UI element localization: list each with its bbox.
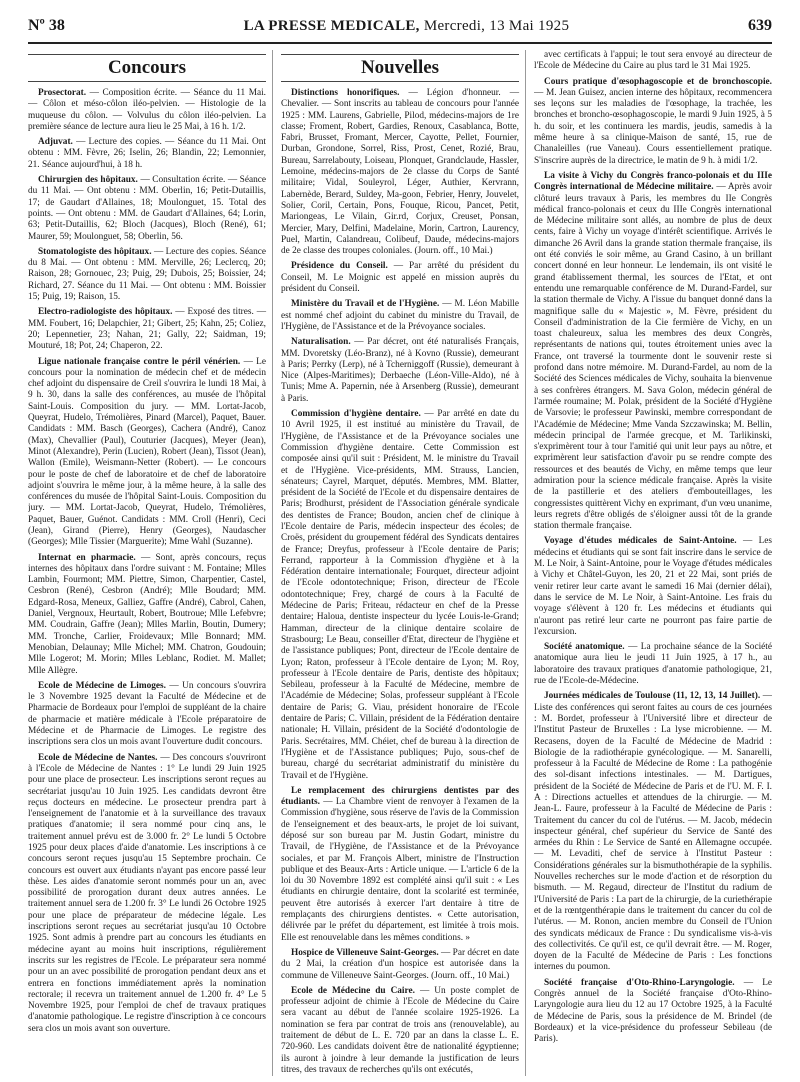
article-item — [281, 786, 519, 944]
article-item — [28, 357, 266, 549]
article-item — [28, 553, 266, 677]
article-item — [28, 307, 266, 352]
article-title: Ecole de Médecine du Caire. — [291, 985, 415, 996]
article-title: Ecole de Médecine de Nantes. — [38, 752, 158, 763]
article-title: Hospice de Villeneuve Saint-Georges. — [291, 947, 439, 958]
page-number: 639 — [747, 17, 772, 34]
article-item — [534, 171, 772, 533]
article-item — [28, 88, 266, 133]
article-body: — M. Jean Guisez, ancien interne des hôpitaux, recommencera ses leçons sur les maladies de l'œsophage, la trachée, les bronches et broncho-œsophagoscopie, le mardi 9 Juin 1925, à 5 h. du soir, et les continuera les mardis, jeudis, samedis à la même heure à sa clinique-Maison de santé, 15, rue de Chanaleilles (rue Vaneau). Cours essentiellement pratique. S'inscrire auprès de la directrice, le matin de 9 h. à midi 1/2. — [534, 87, 772, 166]
concours-heading: Concours — [28, 54, 266, 82]
masthead — [244, 18, 570, 35]
article-body: — Le Congrès annuel de la Société française d'Oto-Rhino-Laryngologie aura lieu du 12 au 17 Octobre 1925, à la Faculté de Médecine de Paris, sous la présidence de M. Brindel (de Bordeaux) et la vice-présidence du professeur Sebileau (de Paris). — [534, 977, 772, 1045]
nouvelles-heading: Nouvelles — [281, 54, 519, 82]
article-item — [28, 753, 266, 1035]
article-title: Chirurgien des hôpitaux. — [38, 175, 138, 186]
article-body: — Par arrêté du président du Conseil, M. Le Moignic est appelé en mission auprès du président du Conseil. — [281, 261, 519, 295]
article-title: Prosectorat. — [38, 88, 87, 98]
article-body: — Après avoir clôturé leurs travaux à Paris, les membres du IIe Congrès médical franco-polonais et ceux du IIIe Congrès international de Médecine militaire sont allés, au nombre de plus de deux cents, faire à Vichy un voyage d'intérêt scientifique. Arrivés le dimanche 26 Avril dans la grande station thermale française, ils ont été conviés le soir même, au Grand Casino, à un brillant concert donné en leur honneur. Le lendemain, ils ont visité le grand établissement thermal, les sources de l'Etat, et ont entendu une remarquable conférence de M. Durand-Fardel, sur la station thermale de Vichy. A l'issue du banquet donné dans la magnifique salle du « Majestic », M. Fèvre, président du Conseil d'administration de la Cie fermière de Vichy, en un toast chaleureux, salua les membres des deux Congrès, représentants de nations qui, toutes étroitement unies avec la France, ont traversé la tourmente dont le souvenir reste si profond dans notre mémoire. M. Durand-Fardel, au nom de la Société des Sciences médicales de Vichy, souhaita la bienvenue à ses confrères étrangers. M. Sava Golon, médecin général de l'armée roumaine; M. Polak, président de la Société d'Hygiène de Varsovie; le professeur Pawinski, membre correspondant de l'Académie de Médecine; Mme Vanda Szczawinska; M. Bellin, médecin principal de l'armée grecque, et M. Tarlikinski, s'exprimèrent tour à tour l'amitié qui unit leur pays au nôtre, et exprimèrent leur satisfaction d'avoir pu se rendre compte des ressources et des beautés de Vichy, en même temps que leur admiration pour la science médicale française. Après la visite de la pastillerie et des ateliers d'embouteillages, les congressistes quittèrent Vichy en exprimant, d'un vœu unanime, leurs regrets d'être obligés de s'éloigner aussi tôt de la grande station thermale française. — [534, 182, 772, 532]
article-item — [281, 986, 519, 1076]
article-item — [534, 50, 772, 73]
article-item — [28, 175, 266, 243]
article-item — [28, 247, 266, 303]
article-body: — La prochaine séance de la Société anatomique aura lieu le jeudi 11 Juin 1925, à 17 h., au laboratoire des travaux pratiques d'anatomie pathologique, 21, rue de l'Ecole-de-Médecine. — [534, 642, 772, 687]
article-body: — Composition écrite. — Séance du 11 Mai. — Côlon et méso-côlon iléo-pelvien. — Histologie de la muqueuse du côlon. — Volvulus du côlon iléo-pelvien. La première séance de lecture aura lieu le 25 Mai, à 16 h. 1/2. — [28, 88, 267, 132]
article-title: Cours pratique d'œsophagoscopie et de bronchoscopie. — [544, 76, 772, 87]
article-title: Internat en pharmacie. — [38, 552, 136, 563]
article-body: — Consultation écrite. — Séance du 11 Mai. — Ont obtenu : MM. Oberlin, 16; Petit-Dutaillis, 17; de Gaudart d'Allaines, 18; Moulonguet, 15. Total des points. — Ont obtenu : MM. de Gaudart d'Allaines, 64; Lorin, 63; Petit-Dutaillis, 62; Bloch (Jacques), Bloch (René), 61; Maurer, 59; Moulonguet, 58; Oberlin, 56. — [28, 175, 267, 242]
article-title: Electro-radiologiste des hôpitaux. — [38, 307, 173, 318]
column-nouvelles — [281, 50, 526, 1076]
article-title: Ligue nationale française contre le péril vénérien. — [38, 356, 241, 367]
article-title: Journées médicales de Toulouse (11, 12, 13, 14 Juillet). — [544, 691, 761, 702]
column-concours — [28, 50, 273, 1076]
issue-number: Nº 38 — [28, 17, 65, 34]
article-item — [281, 261, 519, 295]
article-body: — Lecture des copies. — Séance du 11 Mai. Ont obtenu : MM. Fèvre, 26; Iselin, 26; Blandin, 22; Lemonnier, 21. Séance aujourd'hui, à 18 h. — [28, 137, 266, 170]
article-body: — Un poste complet de professeur adjoint de chimie à l'Ecole de Médecine du Caire sera vacant au début de l'année scolaire 1925-1926. La nomination se fera par contrat de trois ans (renouvelable), au traitement de début de L. E. 720 par an dans la classe L. E. 720-960. Les candidats doivent être de nationalité égyptienne; ils auront à joindre à leur demande la justification de leurs titres, des travaux de recherches qu'ils ont exécutés, — [281, 985, 519, 1075]
article-title: La visite à Vichy du Congrès franco-polonais et du IIIe Congrès international de Médecine militaire. — [534, 170, 772, 193]
article-body: — M. Léon Mabille est nommé chef adjoint du cabinet du ministre du Travail, de l'Hygiène, de l'Assistance et de la Prévoyance sociales. — [281, 299, 519, 332]
article-item — [534, 642, 772, 687]
article-body: — Les médecins et étudiants qui se sont fait inscrire dans le service de M. Le Noir, à Saint-Antoine, pour le Voyage d'études médicales à Vichy et Châtel-Guyon, les 20, 21 et 22 Mai, sont priés de venir retirer leur carte avant le samedi 16 Mai (dernier délai), dans le service de M. Le Noir, à Saint-Antoine. Les frais du voyage s'élèvent à 120 fr. Les médecins et étudiants qui n'auront pas retiré leur carte ne pourront pas faire partie de l'excursion. — [534, 536, 772, 637]
article-item — [281, 409, 519, 782]
article-title: Naturalisation. — [291, 337, 351, 348]
article-body: — Par décret, ont été naturalisés Français, MM. Dvoretsky (Léo-Branz), né à Kovno (Russie), demeurant à Paris; Perrky (Lerp), né à Tcherniggoff (Russie), demeurant à Nice (Alpes-Maritimes); Derbaeche (Léon-Ville-Aldo), né à Tunis; Mme A. Papernin, née à Arsenberg (Russie), demeurant à Paris. — [281, 337, 519, 404]
article-body: avec certificats à l'appui; le tout sera envoyé au directeur de l'Ecole de Médecine du Caire au plus tard le 31 Mai 1925. — [534, 50, 772, 72]
paper-title: LA PRESSE MEDICALE, — [243, 17, 420, 34]
article-title: Société anatomique. — [544, 642, 625, 653]
article-item — [281, 88, 519, 257]
publication-date: Mercredi, 13 Mai 1925 — [423, 17, 570, 34]
article-body: — Sont, après concours, reçus internes des hôpitaux dans l'ordre suivant : M. Fontaine; Mlles Lambin, Fourmont; MM. Piettre, Simon, Charpentier, Castel, Cesbron (René), Cesbron (André); Mlle Boudard; MM. Edgard-Rosa, Meneux, Galliez, Gaffre (André), Cabrol, Cahen, Daniel, Vergnoux, Heurtault, Robert, Boutroue; Mlle Lefebvre; MM. Coudrain, Gaffre (Jean); Mlles Marlin, Boutin, Dumery; MM. Tronche, Carlier, Froidevaux; Mlle Bonnard; MM. Menobian, Delaunay; Mlle Michel; MM. Chatron, Goudouin; Mlle Logerot; M. Morin; Mlles Leblanc, Rodiet. M. Mallet; Mlle Allègre. — [28, 552, 266, 676]
article-item — [28, 681, 266, 749]
nouvelles-list — [281, 88, 519, 1076]
article-body: — Le concours pour la nomination de médecin chef et de médecin chef adjoint du dispensaire de Creil s'ouvrira le lundi 18 Mai, à 9 h. 30, dans la salle des conférences, au musée de l'hôpital Saint-Louis. Composition du jury. — MM. Lortat-Jacob, Queyrat, Hudelo, Trémolières, Pinard (Marcel), Paquet, Bauer. Candidats : MM. Basch (Georges), Cachera (André), Canoz (Max), Chevallier (Paul), Couturier (Jacques), Meyer (Jean), Minot (Alexandre), Perin (Lucien), Robert (Jean), Tissot (Jean), Wallon (Emile), Weismann-Netter (Robert). — Le concours pour le poste de chef de laboratoire et de chef de laboratoire adjoint s'ouvrira le même jour, à la même heure, à la salle des conférences du musée de l'hôpital Saint-Louis. Composition du jury. — MM. Lortat-Jacob, Queyrat, Hudelo, Trémolières, Paquet, Bauer, Guénot. Candidats : MM. Croll (Henri), Ceci (Jean), Girand (Pierre), Henry (Georges), Naudascher (Georges); Mlle Tissier (Marguerite); Mme Wahl (Suzanne). — [28, 356, 266, 548]
article-item — [281, 948, 519, 982]
page-header — [28, 10, 772, 44]
article-body: — Par décret en date du 2 Mai, la création d'un hospice est autorisée dans la commune de Villeneuve Saint-Georges. (Journ. off., 10 Mai.) — [281, 947, 519, 981]
article-item — [281, 337, 519, 405]
article-item — [534, 691, 772, 973]
concours-list — [28, 88, 266, 1035]
article-title: Distinctions honorifiques. — [291, 88, 400, 98]
article-title: Ministère du Travail et de l'Hygiène. — [291, 299, 440, 310]
article-body: — Par arrêté en date du 10 Avril 1925, il est institué au ministère du Travail, de l'Hygiène, de l'Assistance et de la Prévoyance sociales une Commission d'hygiène dentaire. Cette Commission est composée ainsi qu'il suit : Président, M. le ministre du Travail et de l'Hygiène. Vice-présidents, MM. Strauss, Lancien, sénateurs; Cayrel, Marquet, députés. Membres, MM. Blatter, président de la Société de l'Ecole et du dispensaire dentaires de Paris; Brodhurst, président de l'Association générale syndicale des dentistes de France; Boudon, ancien chef de clinique à l'Ecole dentaire de Paris, médecin inspecteur des écoles; de Croës, président du groupement fédéral des Syndicats dentaires de France; Dreyfus, professeur à l'Ecole dentaire de Paris; Ferrand, rapporteur à la Commission d'hygiène et à la Fédération dentaire internationale; Fourquet, directeur adjoint de l'Ecole odontotechnique; Frison, directeur de l'Ecole odontotechnique; Frey, chargé de cours à la Faculté de Médecine de Paris; Friteau, rédacteur en chef de la Presse dentaire; Haloua, dentiste inspecteur du lycée Louis-le-Grand; Hamman, directeur de la clinique dentaire scolaire de Strasbourg; Le Beau, conseiller d'Etat, directeur de l'hygiène et de l'assistance publiques; Pont, directeur de l'Ecole dentaire de Lyon; Raton, professeur à l'Ecole dentaire de Lyon; M. Roy, professeur à l'Ecole dentaire de Paris, dentiste des hôpitaux; Sebileau, professeur à la Faculté de Médecine, membre de l'Académie de Médecine; Solas, professeur suppléant à l'Ecole dentaire de Paris; G. Viau, président honoraire de l'Ecole dentaire de Paris; C. Villain, président de la Fédération dentaire nationale; H. Villain, président de la Société d'odontologie de Paris. Secrétaires, MM. Chéiet, chef de bureau à la direction de l'Hygiène et de l'Assistance publiques; Pujo, sous-chef de bureau, chargé du secrétariat administratif du ministère du Travail et de l'Hygiène. — [281, 409, 519, 781]
article-title: Ecole de Médecine de Limoges. — [38, 680, 166, 691]
article-title: Voyage d'études médicales de Saint-Antoine. — [544, 536, 737, 547]
article-item — [534, 77, 772, 167]
article-item — [281, 299, 519, 333]
column-three — [534, 50, 772, 1076]
article-title: Présidence du Conseil. — [291, 261, 388, 272]
article-title: Stomatologiste des hôpitaux. — [38, 246, 152, 257]
columns — [28, 50, 772, 1076]
article-item — [534, 978, 772, 1046]
article-title: Commission d'hygiène dentaire. — [291, 409, 421, 420]
article-body: — Lecture des copies. Séance du 8 Mai. — Ont obtenu : MM. Merville, 26; Leclercq, 20; Raison, 28; Gornouec, 23; Puig, 29; Dubois, 25; Boissier, 24; Richard, 27. Séance du 11 Mai. — Ont obtenu : MM. Boissier 15; Puig, 19; Raison, 15. — [28, 246, 266, 303]
article-body: — Légion d'honneur. — Chevalier. — Sont inscrits au tableau de concours pour l'année 1925 : MM. Laurens, Gabrielle, Pilod, médecins-majors de 1re classe; Froment, Robert, Gardies, Renoux, Casablanca, Botte, Fabri, Brusset, Fromant, Mercer, Cayotte, Pellet, Fournier, Durban, Grondone, Sorrel, Riss, Prost, Cenet, Rozié, Brau, Bureau, Sarrelabouty, Loiseau, Plonquet, Grandclaude, Hassler, Lemoine, médecins-majors de 2e classe du Corps de Santé militaire; Vidal, Souleyrol, Léger, Authier, Kervrann, Labernède, Berard, Suldey, Ma-goon, Febrier, Henry, Jouvelet, Solier, Coril, Certain, Pons, Fouque, Ricou, Pancet, Petit, Mariongeas, Le Vilain, Gir.rd, Corjux, Creuset, Ponsan, Mercier, Mary, Delfini, Madelaine, Morin, Cartron, Laurency, Puel, Martin, Calandreau, Colibeuf, Daude, médecins-majors de 2e classe des troupes coloniales. (Journ. off., 10 Mai.) — [281, 88, 520, 257]
article-item — [534, 536, 772, 638]
article-item — [28, 137, 266, 171]
article-title: Le remplacement des chirurgiens dentistes par des étudiants. — [281, 785, 519, 808]
col3-list — [534, 50, 772, 1046]
article-body: — Liste des conférences qui seront faites au cours de ces journées : M. Bordet, professeur à l'Université libre et directeur de l'Institut Pasteur de Bruxelles : La lyse microbienne. — M. Recasens, doyen de la Faculté de Médecine de Madrid : Biologie de la radiothérapie gynécologique. — M. Sanarelli, professeur à la Faculté de Médecine de Rome : La pathogénie des sol-disant infections intestinales. — M. Dartigues, président de la Société de Médecine de Paris et de l'U. M. F. I. A : Directions actuelles et attendues de la chirurgie. — M. Jean-L. Faure, professeur à la Faculté de Médecine de Paris : Traitement du cancer du col de l'utérus. — M. Jacob, médecin inspecteur général, chef supérieur du Service de Santé des armées du Rhin : Le Service de Santé en Allemagne occupée. — M. Levaditi, chef de service à l'Institut Pasteur : Considérations générales sur la bismuthothérapie de la syphilis. Nouvelles recherches sur le mode d'action et de résorption du bismuth. — M. Regaud, directeur de l'Institut du radium de l'Université de Paris : La part de la chirurgie, de la curiethérapie et de la rœntgenthérapie dans le traitement du cancer du col de l'utérus. — M. Ronon, ancien membre du Conseil de l'Union des syndicats médicaux de France : Du syndicalisme vis-à-vis des collectivités. Ce qu'il est, ce qu'il devrait être. — M. Roger, doyen de la Faculté de Médecine de Paris : Les fonctions internes du poumon. — [534, 691, 772, 973]
article-body: — La Chambre vient de renvoyer à l'examen de la Commission d'hygiène, sous réserve de l'avis de la Commission de l'enseignement et des beaux-arts, le projet de loi suivant, déposé sur son bureau par M. Justin Godart, ministre du Travail, de l'Hygiène, de l'Assistance et de la Prévoyance sociales, et par M. François Albert, ministre de l'Instruction publique et des Beaux-Arts : Article unique. — L'article 6 de la loi du 30 Novembre 1892 est complété ainsi qu'il suit : « Les étudiants en chirurgie dentaire, dont la scolarité est terminée, peuvent être autorisés à exercer l'art dentaire à titre de remplaçants des chirurgiens dentistes. « Cette autorisation, délivrée par le préfet du département, est limitée à trois mois. Elle est renouvelable dans les mêmes conditions. » — [281, 797, 519, 943]
article-title: Adjuvat. — [38, 137, 73, 148]
article-title: Société française d'Oto-Rhino-Laryngologie. — [544, 977, 735, 988]
article-body: — Des concours s'ouvriront à l'Ecole de Médecine de Nantes : 1° Le lundi 29 Juin 1925 pour une place de prosecteur. Les inscriptions seront reçues au secrétariat jusqu'au 10 Juin 1925. Les candidats devront être reçus docteurs en médecine. Le prosecteur prendra part à l'enseignement de l'anatomie et à la surveillance des travaux pratiques d'anatomie; il sera nommé pour cinq ans, le traitement annuel prévu est de 3.000 fr. 2° Le lundi 5 Octobre 1925 pour deux places d'aide d'anatomie. Les inscriptions à ce concours seront reçues jusqu'au 15 Septembre prochain. Ce concours est ouvert aux étudiants n'ayant pas encore passé leur thèse. Les aides d'anatomie seront nommés pour un an, avec possibilité de prorogation durant deux autres années. Le traitement annuel sera de 1.200 fr. 3° Le lundi 26 Octobre 1925 pour une place de préparateur de médecine légale. Les inscriptions seront reçues au secrétariat jusqu'au 10 Octobre 1925. Sont admis à prendre part au concours les étudiants en médecine ayant au moins huit inscriptions, régulièrement inscrits sur les registres de l'Ecole. Le préparateur sera nommé pour un an avec possibilité de prorogation pendant deux ans et entrera en fonctions immédiatement après la nomination rectorale; il recevra un traitement annuel de 1.200 fr. 4° Le 5 Novembre 1925, pour l'emploi de chef de travaux pratiques d'anatomie pathologique. Le registre d'inscription à ce concours sera clos un mois avant son ouverture. — [28, 752, 266, 1034]
article-body: — Exposé des titres. — MM. Foubert, 16; Delapchier, 21; Gibert, 25; Kahn, 25; Coliez, 20; Lepennetier, 23; Nahan, 21; Gally, 22; Saidman, 19; Mouturé, 18; Pot, 24; Chaperon, 22. — [28, 307, 267, 352]
article-body: — Un concours s'ouvrira le 3 Novembre 1925 devant la Faculté de Médecine et de Pharmacie de Bordeaux pour l'emploi de suppléant de la chaire de pharmacie et matière médicale à l'Ecole préparatoire de Médecine et de Pharmacie de Limoges. Le registre des inscriptions sera clos un mois avant l'ouverture dudit concours. — [28, 680, 266, 748]
